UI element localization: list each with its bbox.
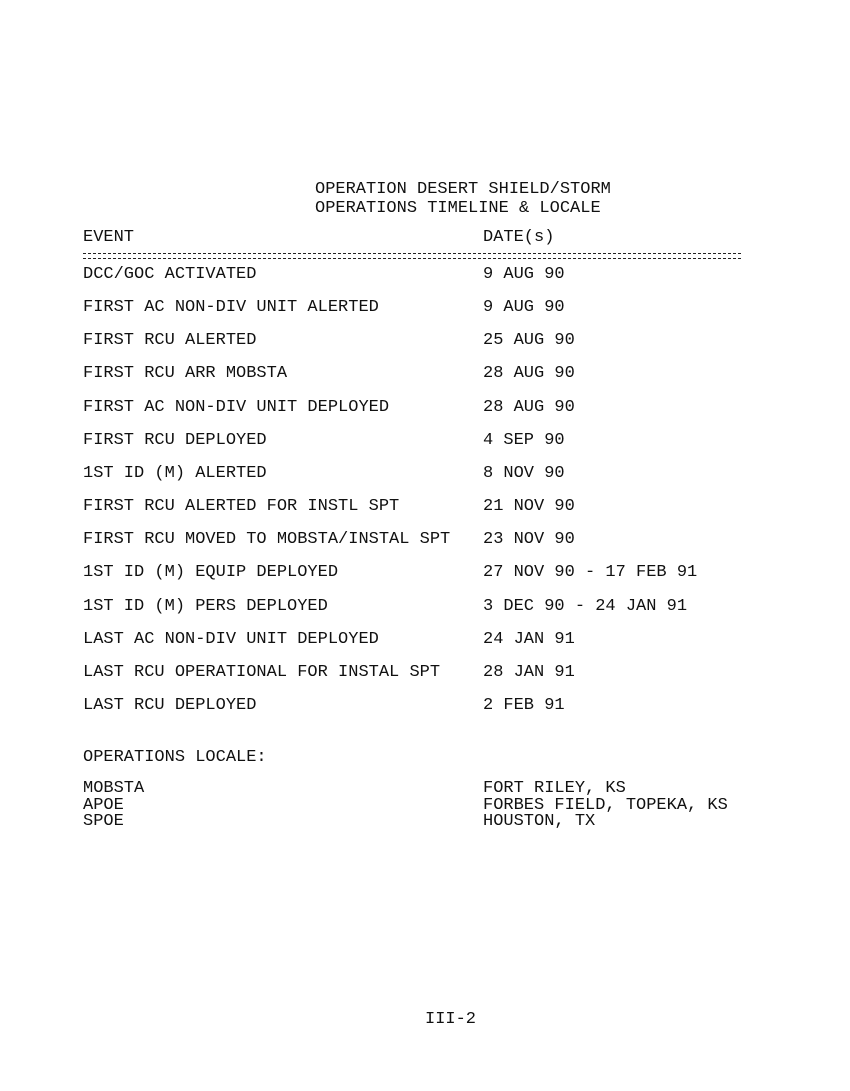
table-row-date: 23 NOV 90 xyxy=(483,530,575,550)
table-row-date: 3 DEC 90 - 24 JAN 91 xyxy=(483,596,688,616)
table-row-event: FIRST RCU ALERTED xyxy=(83,331,257,351)
table-row-event: 1ST ID (M) ALERTED xyxy=(83,463,267,483)
table-row-date: 25 AUG 90 xyxy=(483,331,575,351)
table-row-date: 4 SEP 90 xyxy=(483,430,565,450)
locale-value: HOUSTON, TX xyxy=(483,812,596,831)
table-row-event: FIRST RCU DEPLOYED xyxy=(83,430,267,450)
table-row-event: FIRST RCU ARR MOBSTA xyxy=(83,364,288,384)
table-row-event: 1ST ID (M) EQUIP DEPLOYED xyxy=(83,563,339,583)
table-row-event: FIRST RCU ALERTED FOR INSTL SPT xyxy=(83,497,400,517)
table-row-date: 2 FEB 91 xyxy=(483,695,565,715)
table-row-event: FIRST AC NON-DIV UNIT DEPLOYED xyxy=(83,397,390,417)
locale-label: APOE xyxy=(83,795,124,815)
table-row-date: 9 AUG 90 xyxy=(483,265,565,284)
table-row-date: 27 NOV 90 - 17 FEB 91 xyxy=(483,563,698,583)
table-row-date: 21 NOV 90 xyxy=(483,497,575,517)
table-row-event: FIRST RCU MOVED TO MOBSTA/INSTAL SPT xyxy=(83,530,451,550)
locale-heading: OPERATIONS LOCALE: xyxy=(83,748,267,767)
locale-label: SPOE xyxy=(83,812,124,831)
event-column-header: EVENT xyxy=(83,228,135,247)
table-row-date: 8 NOV 90 xyxy=(483,463,565,483)
locale-label: MOBSTA xyxy=(83,779,145,798)
table-row-event: 1ST ID (M) PERS DEPLOYED xyxy=(83,596,328,616)
table-row-event: LAST AC NON-DIV UNIT DEPLOYED xyxy=(83,629,379,649)
table-row-date: 9 AUG 90 xyxy=(483,298,565,318)
table-row-date: 28 AUG 90 xyxy=(483,364,575,384)
table-row-date: 28 JAN 91 xyxy=(483,662,575,682)
table-row-event: LAST RCU OPERATIONAL FOR INSTAL SPT xyxy=(83,662,441,682)
page-number: III-2 xyxy=(425,1010,477,1029)
title-line-2: OPERATIONS TIMELINE & LOCALE xyxy=(315,199,601,218)
table-row-event: DCC/GOC ACTIVATED xyxy=(83,265,257,284)
title-line-1: OPERATION DESERT SHIELD/STORM xyxy=(315,180,611,199)
dates-column-header: DATE(s) xyxy=(483,228,555,247)
table-row-event: LAST RCU DEPLOYED xyxy=(83,695,257,715)
locale-value: FORBES FIELD, TOPEKA, KS xyxy=(483,795,728,815)
locale-value: FORT RILEY, KS xyxy=(483,779,626,798)
table-row-date: 24 JAN 91 xyxy=(483,629,575,649)
header-divider xyxy=(83,253,741,259)
table-row-event: FIRST AC NON-DIV UNIT ALERTED xyxy=(83,298,379,318)
table-row-date: 28 AUG 90 xyxy=(483,397,575,417)
